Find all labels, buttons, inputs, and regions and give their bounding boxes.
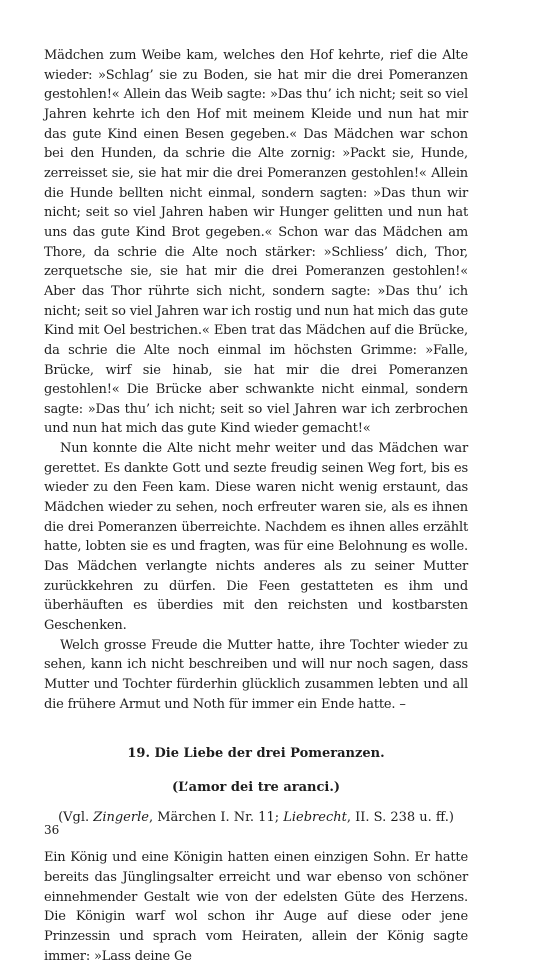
ref-middle: , Märchen I. Nr. 11; xyxy=(148,810,284,826)
body-text xyxy=(44,46,468,714)
ref-prefix: (Vgl. xyxy=(58,810,94,826)
ref-author-liebrecht: Liebrecht xyxy=(283,810,347,826)
page-number: 36 xyxy=(44,823,60,837)
story-text xyxy=(44,848,468,966)
ref-suffix: , II. S. 238 u. ff.) xyxy=(346,810,454,826)
paragraph-1: Mädchen zum Weibe kam, welches den Hof kehrte, rief die Alte wieder: »Schlag’ sie zu Boden, sie hat mir die drei Pomeranzen gestohlen!« Allein das Weib sagte: »Das thu’ ich nicht; seit so viel Jahren kehrte ich den Hof mit meinem Kleide und nun hat mir das gute Kind einen Besen gegeben.« Das Mädchen war schon bei den Hunden, da schrie die Alte zornig: »Packt sie, Hunde, zerreisset sie, sie hat mir die drei Pomeranzen gestohlen!« Allein die Hunde bellten nicht einmal, sondern sagten: »Das thun wir nicht; seit so viel Jahren haben wir Hunger gelitten und nun hat uns das gute Kind Brot gegeben.« Schon war das Mädchen am Thore, da schrie die Alte noch stärker: »Schliess’ dich, Thor, zerquetsche sie, sie hat mir die drei Pomeranzen gestohlen!« Aber das Thor rührte sich nicht, sondern sagte: »Das thu’ ich nicht; seit so viel Jahren war ich rostig und nun hat mich das gute Kind mit Oel bestrichen.« Eben trat das Mädchen auf die Brücke, da schrie die Alte noch einmal im höchsten Grimme: »Falle, Brücke, wirf sie hinab, sie hat mir die drei Pomeranzen gestohlen!« Die Brücke aber schwankte nicht einmal, sondern sagte: »Das thu’ ich nicht; seit so viel Jahren war ich zerbrochen und nun hat mich das gute Kind wieder gemacht!« xyxy=(44,48,469,437)
ref-author-zingerle: Zingerle xyxy=(93,810,149,826)
section-title: 19. Die Liebe der drei Pomeranzen. xyxy=(127,746,385,762)
page-content xyxy=(44,46,468,966)
paragraph-3: Welch grosse Freude die Mutter hatte, ihre Tochter wieder zu sehen, kann ich nicht beschreiben und will nur noch sagen, dass Mutter und Tochter fürderhin glücklich zusammen lebten und all die frühere Armut und Noth für immer ein Ende hatte. – xyxy=(44,637,468,712)
source-reference xyxy=(44,808,468,828)
paragraph-2: Nun konnte die Alte nicht mehr weiter und das Mädchen war gerettet. Es dankte Gott und sezte freudig seinen Weg fort, bis es wieder zu den Feen kam. Diese waren nicht wenig erstaunt, das Mädchen wieder zu sehen, noch erfreuter waren sie, als es ihnen die drei Pomeranzen überreichte. Nachdem es ihnen alles erzählt hatte, lobten sie es und fragten, was für eine Belohnung es wolle. Das Mädchen verlangte nichts anderes als zu seiner Mutter zurückkehren zu dürfen. Die Feen gestatteten es ihm und überhäuften es überdies mit den reichsten und kostbarsten Geschenken. xyxy=(44,441,468,634)
story-paragraph-1: Ein König und eine Königin hatten einen einzigen Sohn. Er hatte bereits das Jünglingsalter erreicht und war ebenso von schöner einnehmender Gestalt wie von der edelsten Güte des Herzens. Die Königin warf wol schon ihr Auge auf diese oder jene Prinzessin und sprach vom Heiraten, allein der König sagte immer: »Lass deine Ge xyxy=(44,850,468,964)
section-subtitle: (L’amor dei tre aranci.) xyxy=(171,780,341,796)
